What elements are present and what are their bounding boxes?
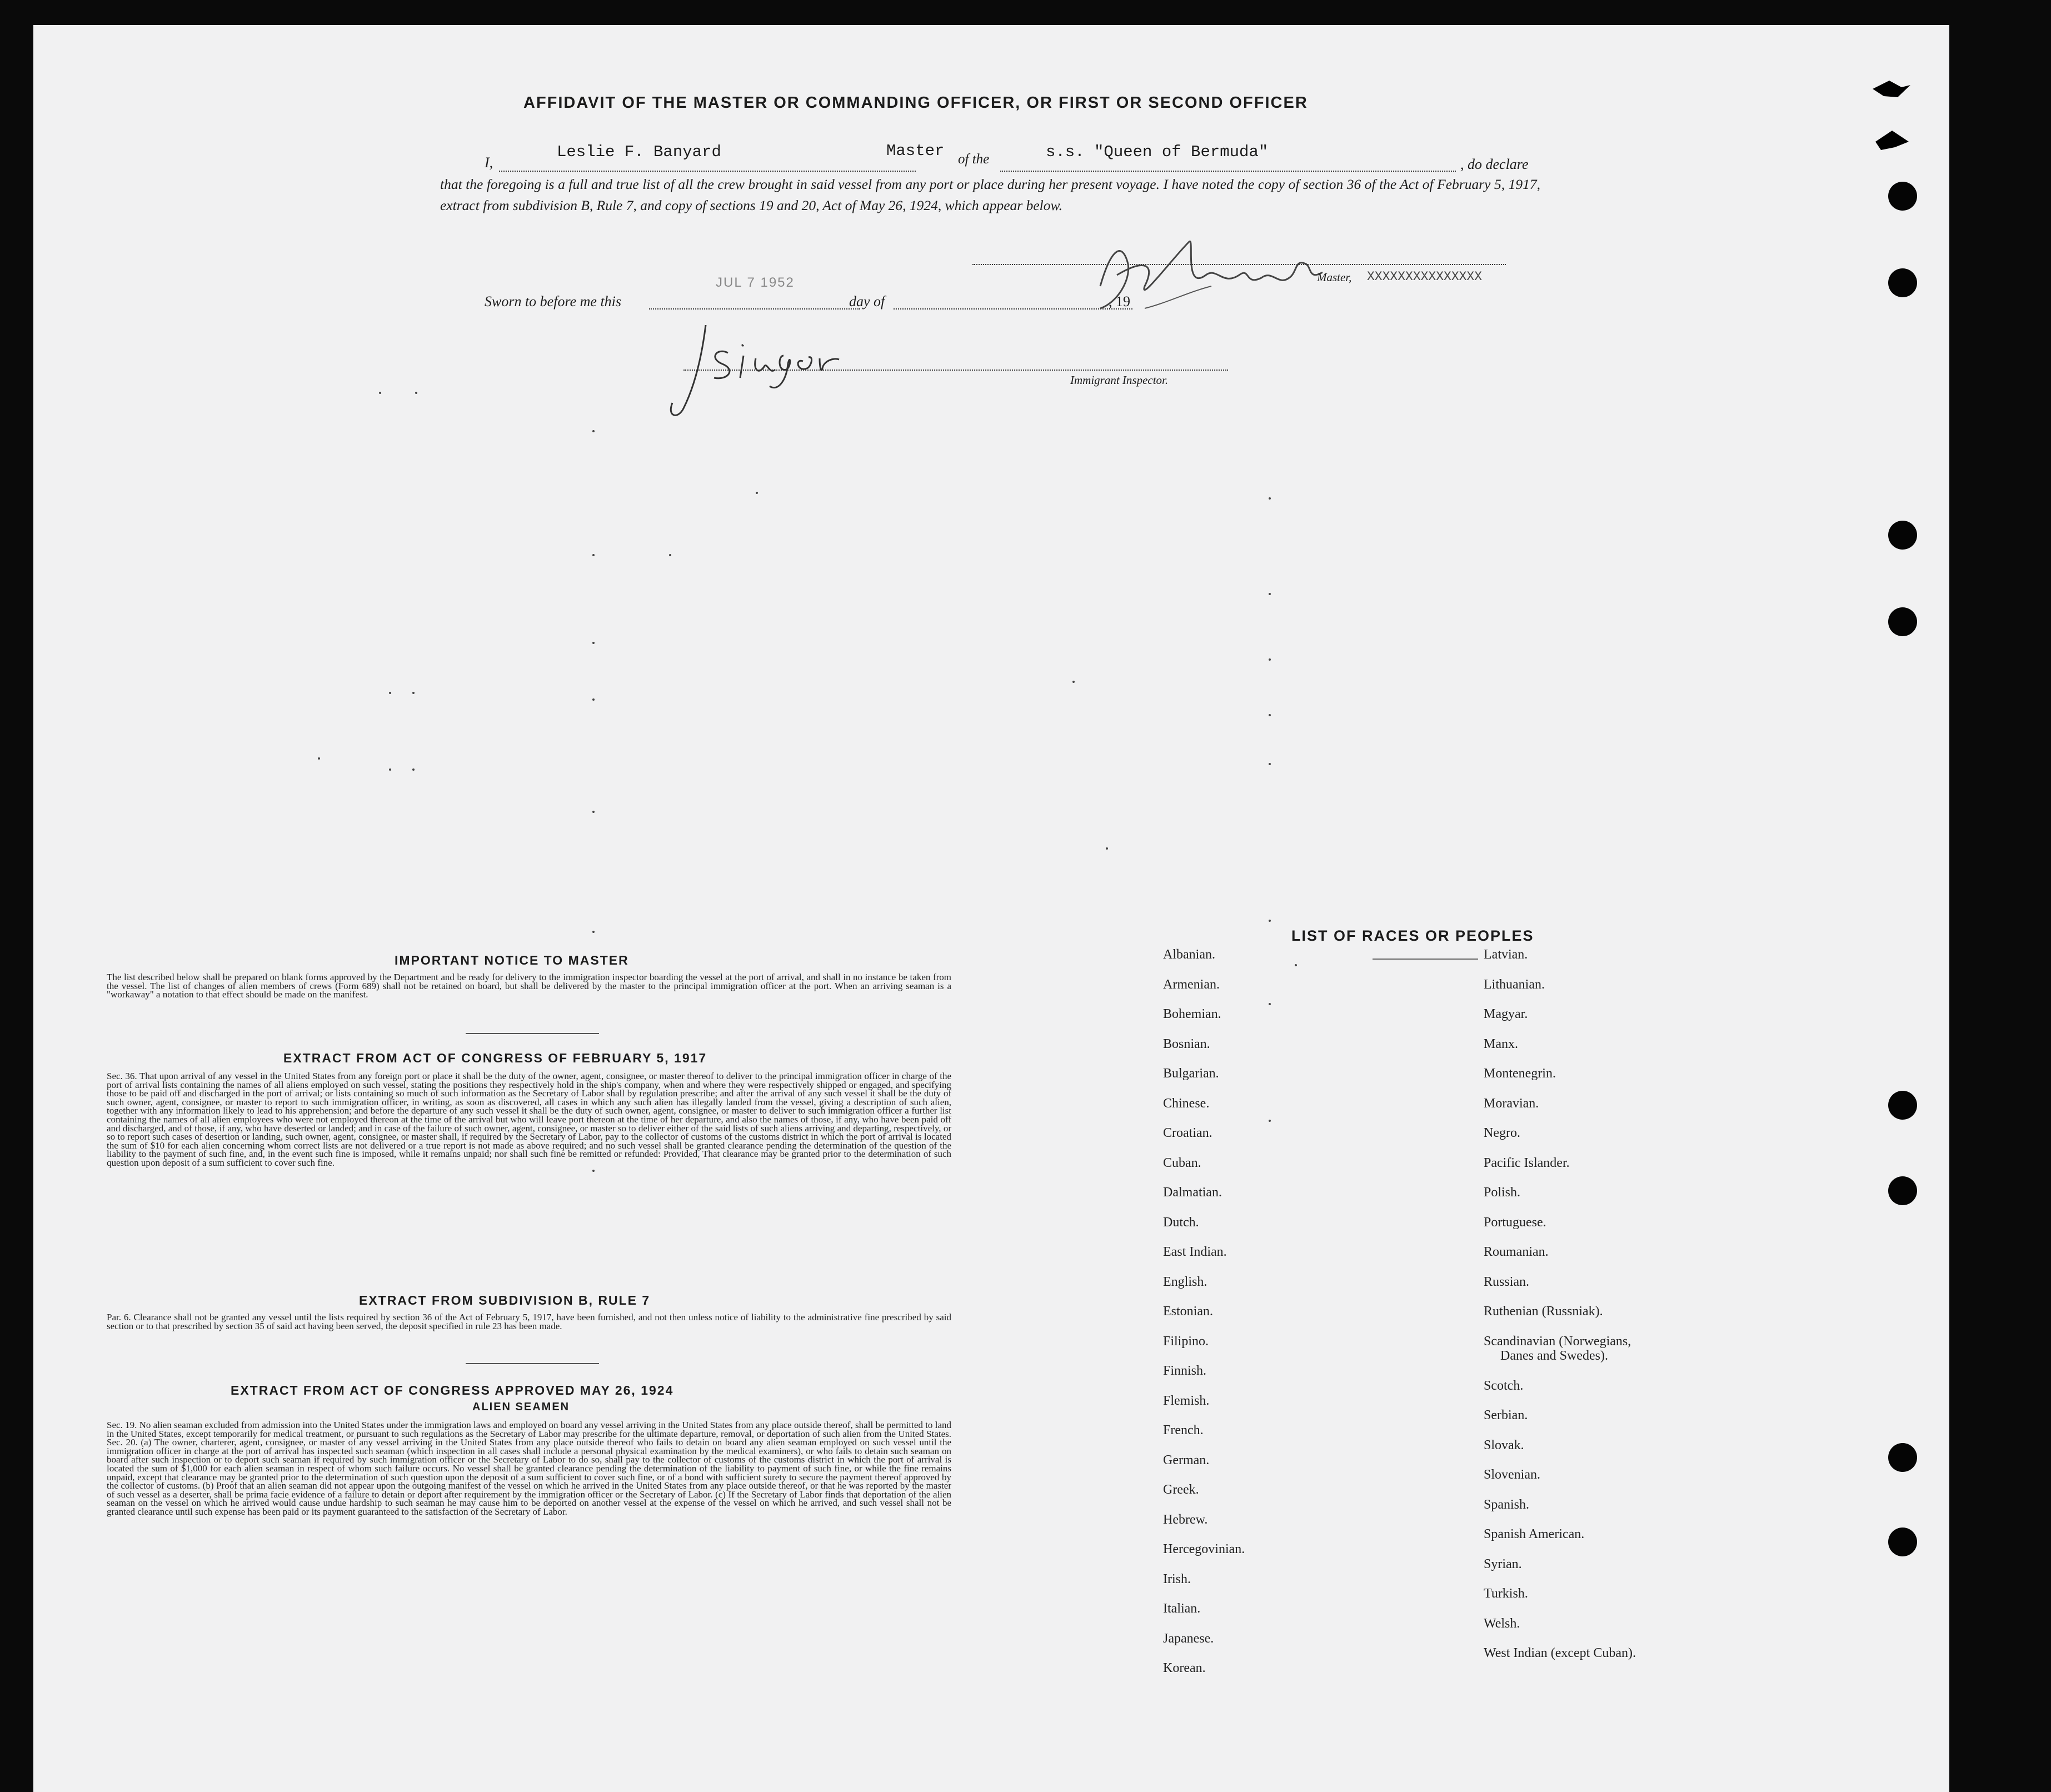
extract-1924-text: Sec. 19. No alien seaman excluded from admission into the United States under the immigration laws and employed on board any vessel arriving in the United States from any place outside thereof, shall be permitted to land in the United States, except temporarily for medical treatment, or pursuant to such regulations as the Secretary of Labor may prescribe for the ultimate departure, removal, or deportation of such alien from the United States. Sec. 20. (a) The owner, charterer, agent, consignee, or master of any vessel arriving in the United States from any place outside thereof who fails to detain on board any alien seaman employed on such vessel until the immigration officer in charge at the port of arrival has inspected such seaman (which inspection in all cases shall include a personal physical examination by the medical examiners), or who fails to detain such seaman on board after such inspection or to deport such seaman if required by such immigration officer or the Secretary of Labor to do so, shall pay to the collector of customs of the customs district in which the port of arrival is located the sum of $1,000 for each alien seaman in respect of whom such failure occurs. No vessel shall be granted clearance pending the determination of the liability to payment of such fine, or while the fine remains unpaid, except that clearance may be granted prior to the determination of such question upon the deposit of a sum sufficient to cover such fine, or of a bond with sufficient surety to secure the payment thereof approved by the collector of customs. (b) Proof that an alien seaman did not appear upon the outgoing manifest of the vessel on which he arrived in the United States from any place outside thereof, or that he was reported by the master of such vessel as a deserter, shall be prima facie evidence of a failure to detain or deport after requirement by the immigration officer or the Secretary of Labor. (c) If the Secretary of Labor finds that deportation of the alien seaman on the vessel on which he arrived would cause undue hardship to such seaman he may cause him to be deported on another vessel at the expense of the vessel on which he arrived, and such vessel shall not be granted clearance until such expense has been paid or its payment guaranteed to the satisfaction of the Secretary of Labor.: [107, 1420, 951, 1517]
race-right-item: Lithuanian.: [1484, 977, 1545, 992]
race-left-item: Hebrew.: [1163, 1512, 1208, 1527]
race-right-item: Spanish.: [1484, 1497, 1530, 1512]
binder-hole: [1888, 1176, 1917, 1205]
race-left-item: Finnish.: [1163, 1364, 1207, 1378]
of-the-label: of the: [958, 152, 990, 167]
race-left-item: Estonian.: [1163, 1304, 1213, 1319]
race-left-item: Bohemian.: [1163, 1007, 1221, 1021]
day-of-label: day of: [849, 293, 885, 310]
race-left-item: German.: [1163, 1452, 1210, 1467]
race-right-item: Manx.: [1484, 1036, 1518, 1051]
sworn-month-line: [894, 308, 1132, 310]
master-signature-strikeout: XXXXXXXXXXXXXXX: [1367, 269, 1483, 284]
binder-hole: [1888, 1443, 1917, 1472]
binder-hole: [1888, 1091, 1917, 1120]
race-right-item: Welsh.: [1484, 1616, 1520, 1631]
race-right-item: Latvian.: [1484, 947, 1528, 962]
race-left-item: Flemish.: [1163, 1393, 1210, 1408]
race-left-item: Irish.: [1163, 1571, 1191, 1586]
master-name-value: Leslie F. Banyard: [557, 143, 721, 161]
affidavit-page: [33, 25, 1949, 1792]
affidavit-title: AFFIDAVIT OF THE MASTER OR COMMANDING OFFICER, OR FIRST OR SECOND OFFICER: [523, 94, 1308, 112]
race-right-item: Portuguese.: [1484, 1215, 1546, 1230]
sworn-date-stamp: JUL 7 1952: [716, 275, 795, 290]
binder-hole: [1888, 521, 1917, 550]
race-right-item: Syrian.: [1484, 1556, 1522, 1571]
sworn-label: Sworn to before me this: [485, 293, 622, 310]
race-right-item: Ruthenian (Russniak).: [1484, 1304, 1603, 1319]
race-left-item: Japanese.: [1163, 1631, 1214, 1646]
extract-1924-heading: EXTRACT FROM ACT OF CONGRESS APPROVED MAY 26, 1924: [231, 1383, 674, 1397]
race-right-item: Polish.: [1484, 1185, 1521, 1200]
race-left-item: Filipino.: [1163, 1334, 1209, 1349]
inspector-caption: Immigrant Inspector.: [1070, 373, 1169, 387]
extract-1924-subheading: ALIEN SEAMEN: [472, 1401, 570, 1413]
race-right-item: West Indian (except Cuban).: [1484, 1646, 1636, 1660]
race-right-item: Danes and Swedes).: [1500, 1349, 1608, 1363]
notice-text: The list described below shall be prepared on blank forms approved by the Department and be ready for delivery to the immigration inspector boarding the vessel at the port of arrival, and shall in no instance be taken from the vessel. The list of changes of alien members of crews (Form 689) shall not be retained on board, but shall be delivered by the master to the principal immigration officer at the port. When an arriving seaman is a "workaway" a notation to that effect should be made on the manifest.: [107, 972, 951, 1000]
race-left-item: Cuban.: [1163, 1155, 1201, 1170]
torn-edge-marks: [1867, 58, 1923, 153]
master-signature-caption: Master,: [1317, 271, 1352, 284]
race-left-item: Albanian.: [1163, 947, 1215, 962]
do-declare-label: , do declare: [1460, 156, 1529, 172]
inspector-signature: [645, 303, 878, 425]
race-right-item: Spanish American.: [1484, 1527, 1585, 1541]
master-signature-line: [972, 264, 1506, 265]
affidavit-i-label: I,: [485, 154, 493, 171]
year-prefix: , 19: [1109, 293, 1130, 310]
race-right-item: Moravian.: [1484, 1096, 1539, 1111]
race-left-item: Croatian.: [1163, 1126, 1212, 1140]
binder-hole: [1888, 1528, 1917, 1556]
race-right-item: Slovenian.: [1484, 1467, 1540, 1482]
race-left-item: Hercegovinian.: [1163, 1542, 1245, 1556]
race-right-item: Slovak.: [1484, 1437, 1524, 1452]
binder-hole: [1888, 607, 1917, 636]
race-right-item: Montenegrin.: [1484, 1066, 1556, 1081]
vessel-name-value: s.s. "Queen of Bermuda": [1046, 143, 1269, 161]
race-right-item: Magyar.: [1484, 1007, 1528, 1021]
binder-hole: [1888, 182, 1917, 211]
race-left-item: Greek.: [1163, 1482, 1199, 1497]
master-name-line: [499, 171, 916, 172]
race-left-item: Korean.: [1163, 1661, 1206, 1675]
race-left-item: English.: [1163, 1274, 1207, 1289]
race-right-item: Scandinavian (Norwegians,: [1484, 1334, 1631, 1349]
race-right-item: Russian.: [1484, 1274, 1530, 1289]
race-left-item: Chinese.: [1163, 1096, 1210, 1111]
race-left-item: Bosnian.: [1163, 1036, 1210, 1051]
master-title-value: Master: [886, 142, 945, 160]
race-right-item: Scotch.: [1484, 1378, 1524, 1393]
notice-heading: IMPORTANT NOTICE TO MASTER: [395, 953, 629, 967]
race-right-item: Serbian.: [1484, 1408, 1528, 1422]
extract-1917-heading: EXTRACT FROM ACT OF CONGRESS OF FEBRUARY 5, 1917: [283, 1051, 707, 1065]
race-right-item: Roumanian.: [1484, 1245, 1549, 1259]
race-left-item: Armenian.: [1163, 977, 1220, 992]
races-heading: LIST OF RACES OR PEOPLES: [1291, 927, 1534, 944]
inspector-signature-line: [683, 370, 1228, 371]
race-left-item: East Indian.: [1163, 1245, 1227, 1259]
race-left-item: Italian.: [1163, 1601, 1201, 1616]
affidavit-body: that the foregoing is a full and true list of all the crew brought in said vessel from any port or place during her present voyage. I have noted the copy of section 36 of the Act of February 5, 1917, extract from subdivision B, Rule 7, and copy of sections 19 and 20, Act of May 26, 1924, which appear below.: [440, 176, 1540, 213]
extract-rule7-text: Par. 6. Clearance shall not be granted any vessel until the lists required by section 36 of the Act of February 5, 1917, have been furnished, and not then unless notice of liability to the administrative fine prescribed by said section or to that prescribed by section 35 of said act having been served, the deposit specified in rule 23 has been made.: [107, 1312, 951, 1331]
binder-hole: [1888, 268, 1917, 297]
vessel-name-line: [1000, 171, 1456, 172]
race-left-item: Bulgarian.: [1163, 1066, 1219, 1081]
race-left-item: Dutch.: [1163, 1215, 1199, 1230]
race-right-item: Pacific Islander.: [1484, 1155, 1570, 1170]
race-right-item: Turkish.: [1484, 1586, 1528, 1601]
extract-rule7-heading: EXTRACT FROM SUBDIVISION B, RULE 7: [359, 1293, 651, 1307]
race-left-item: Dalmatian.: [1163, 1185, 1222, 1200]
extract-1917-text: Sec. 36. That upon arrival of any vessel in the United States from any foreign port or place it shall be the duty of the owner, agent, consignee, or master thereof to deliver to the principal immigration officer in charge of the port of arrival lists containing the names of all aliens employed on such vessel, stating the positions they respectively hold in the ship's company, when and where they were respectively shipped or engaged, and specifying those to be paid off and discharged in the port of arrival; or lists containing so much of such information as the Secretary of Labor shall by regulation prescribe; and after the arrival of any such vessel it shall be the duty of such owner, agent, consignee, or master to report to such immigration officer, in writing, as soon as discovered, all cases in which any such alien has illegally landed from the vessel, giving a description of such alien, together with any information likely to lead to his apprehension; and before the departure of any such vessel it shall be the duty of such owner, agent, consignee, or master to deliver to such immigration officer a further list containing the names of all alien employees who were not employed thereon at the time of the arrival but who will leave port thereon at the time of her departure, and also the names of those, if any, who have been paid off and discharged, and of those, if any, who have deserted or landed; and in case of the failure of such owner, agent, consignee, or master so to deliver either of the said lists of such aliens arriving and departing, respectively, or so to report such cases of desertion or landing, such owner, agent, consignee, or master shall, if required by the Secretary of Labor, pay to the collector of customs of the customs district in which the port of arrival is located the sum of $10 for each alien concerning whom correct lists are not delivered or a true report is not made as above required; and no such vessel shall be granted clearance pending the determination of the question of the liability to the payment of such fine, and, in the event such fine is imposed, while it remains unpaid; nor shall such fine be remitted or refunded: Provided, That clearance may be granted prior to the determination of such question upon deposit of a sum sufficient to cover such fine.: [107, 1071, 951, 1168]
race-left-item: French.: [1163, 1423, 1204, 1437]
race-right-item: Negro.: [1484, 1126, 1520, 1140]
